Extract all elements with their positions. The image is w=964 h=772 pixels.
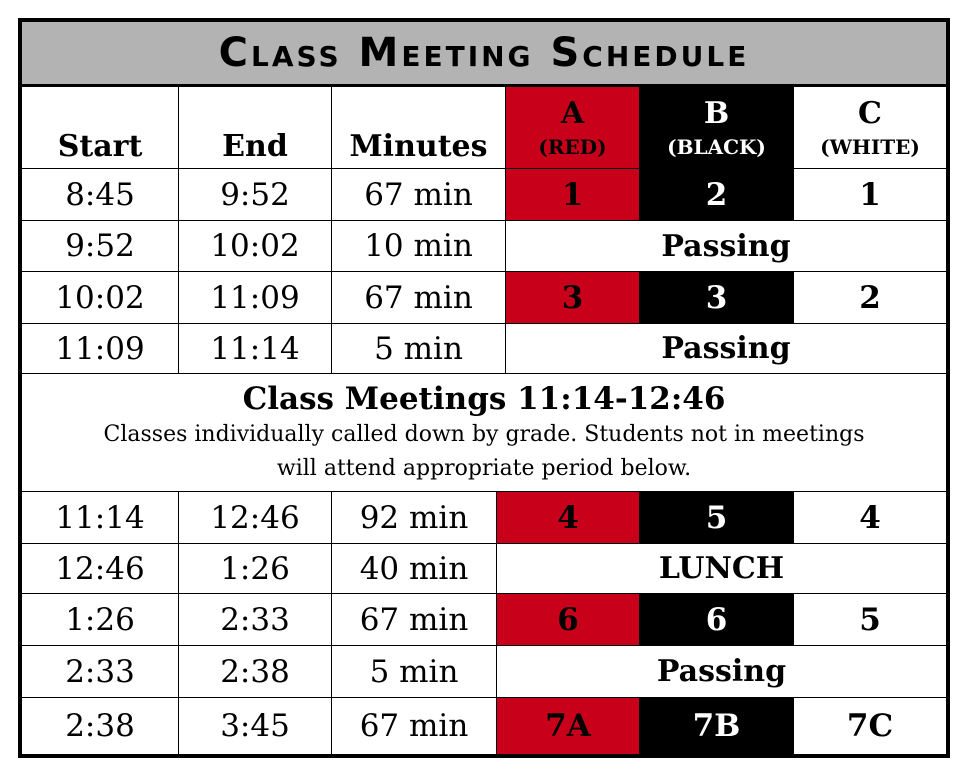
table-row-2-start: 9:52 <box>22 221 179 272</box>
table-row-8-start: 2:33 <box>22 646 179 698</box>
table-row-3-minutes: 67 min <box>332 272 506 324</box>
header-c-white <box>794 87 946 169</box>
table-row-9-end: 3:45 <box>179 698 332 754</box>
table-row-3-b: 3 <box>640 272 794 324</box>
header-c-color: (WHITE) <box>820 134 920 159</box>
table-row-7-b: 6 <box>640 594 794 646</box>
table-row-5-start: 11:14 <box>22 492 179 544</box>
table-row-4-end: 11:14 <box>179 324 332 374</box>
table-row-9-b: 7B <box>640 698 794 754</box>
table-row-5-a: 4 <box>497 492 640 544</box>
header-b-letter: B <box>703 95 730 131</box>
schedule-table <box>18 18 950 758</box>
table-row-1-c: 1 <box>794 169 946 221</box>
class-meetings-line-2: will attend appropriate period below. <box>276 455 692 481</box>
table-row-2-minutes: 10 min <box>332 221 506 272</box>
table-row-9-c: 7C <box>846 708 894 744</box>
table-row-6-start: 12:46 <box>22 544 179 594</box>
page-title: Class Meeting Schedule <box>22 22 946 87</box>
table-row-3-end: 11:09 <box>179 272 332 324</box>
table-row-9-minutes: 67 min <box>332 698 497 754</box>
header-a-color: (RED) <box>538 134 607 159</box>
table-row-7-c: 5 <box>794 594 946 646</box>
table-row-6-end: 1:26 <box>179 544 332 594</box>
table-row-4-passing: Passing <box>506 324 946 374</box>
header-start: Start <box>22 87 179 169</box>
table-row-9-start: 2:38 <box>22 698 179 754</box>
table-row-4-start: 11:09 <box>22 324 179 374</box>
class-meetings-line-1: Classes individually called down by grade. Students not in meetings <box>103 421 865 447</box>
table-row-7-end: 2:33 <box>179 594 332 646</box>
table-row-1-b: 2 <box>640 169 794 221</box>
table-row-8-minutes: 5 min <box>332 646 497 698</box>
table-row-1-a: 1 <box>506 169 640 221</box>
table-row-5-c: 4 <box>794 492 946 544</box>
header-end: End <box>179 87 332 169</box>
table-row-5-end: 12:46 <box>179 492 332 544</box>
header-a-letter: A <box>560 95 585 131</box>
header-b-black <box>640 87 794 169</box>
header-b-color: (BLACK) <box>667 134 766 159</box>
table-row-8-passing: Passing <box>497 646 946 698</box>
table-row-7-start: 1:26 <box>22 594 179 646</box>
table-row-8-end: 2:38 <box>179 646 332 698</box>
table-row-4-minutes: 5 min <box>332 324 506 374</box>
table-row-1-start: 8:45 <box>22 169 179 221</box>
table-row-1-end: 9:52 <box>179 169 332 221</box>
table-row-1-minutes: 67 min <box>332 169 506 221</box>
table-row-3-start: 10:02 <box>22 272 179 324</box>
table-row-6-lunch: LUNCH <box>497 544 946 594</box>
table-row-7-minutes: 67 min <box>332 594 497 646</box>
class-meetings-notice <box>22 374 946 492</box>
header-minutes: Minutes <box>332 87 506 169</box>
table-row-6-minutes: 40 min <box>332 544 497 594</box>
header-a-red <box>506 87 640 169</box>
class-meetings-heading: Class Meetings 11:14-12:46 <box>242 380 726 417</box>
table-row-2-end: 10:02 <box>179 221 332 272</box>
table-row-2-passing: Passing <box>506 221 946 272</box>
table-row-3-c: 2 <box>794 272 946 324</box>
table-row-9-a: 7A <box>497 698 640 754</box>
table-row-5-minutes: 92 min <box>332 492 497 544</box>
table-row-3-a: 3 <box>506 272 640 324</box>
header-c-letter: C <box>858 95 882 131</box>
table-row-5-b: 5 <box>640 492 794 544</box>
table-row-7-a: 6 <box>497 594 640 646</box>
